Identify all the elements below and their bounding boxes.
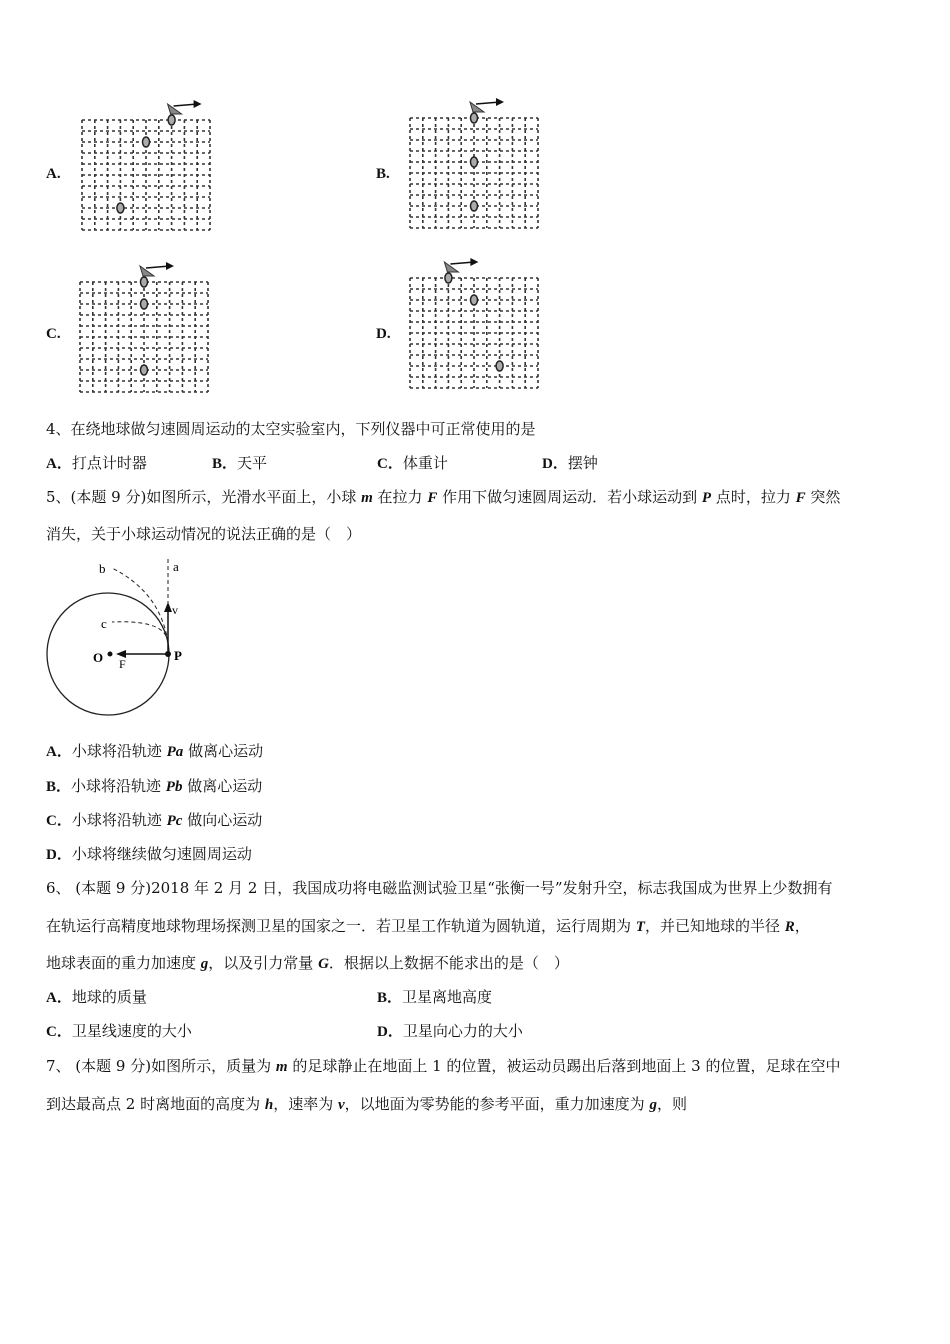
q4-stem: 4、在绕地球做匀速圆周运动的太空实验室内，下列仪器中可正常使用的是 [46,420,536,438]
q3-grid-figure-b [408,98,548,238]
svg-text:c: c [101,616,107,631]
ball [496,361,503,371]
ball [141,299,148,309]
q6-stem-line2: 在轨运行高精度地球物理场探测卫星的国家之一．若卫星工作轨道为圆轨道，运行周期为 T，并已知地球的半径 R， [46,917,810,935]
ball [141,277,148,287]
q7-stem-line1: 7、 (本题 9 分)如图所示，质量为 m 的足球静止在地面上 1 的位置，被运动员踢出后落到地面上 3 的位置，足球在空中 [46,1057,841,1075]
q3-grid-figure-d [408,256,548,396]
q6-stem-line1: 6、 (本题 9 分)2018 年 2 月 2 日，我国成功将电磁监测试验卫星“张衡一号”发射升空，标志我国成为世界上少数拥有 [46,879,833,897]
q3-option-a-label: A. [46,166,61,182]
q3-option-c-label: C. [46,326,61,342]
q6-option-d: D．卫星向心力的大小 [377,1022,523,1040]
trajectory-b [112,568,168,642]
q3-option-d-label: D. [376,326,391,342]
ball [471,157,478,167]
svg-text:P: P [174,648,182,663]
q3-grid-figure-a [80,98,220,238]
ball [141,365,148,375]
q4-option-a: A．打点计时器 [46,454,147,472]
q3-grid-figure-c [78,260,218,400]
point-o [108,652,113,657]
q5-option-a: A．小球将沿轨迹 Pa 做离心运动 [46,742,264,760]
q6-option-c: C．卫星线速度的大小 [46,1022,192,1040]
svg-text:a: a [173,559,179,574]
q7-stem-line2: 到达最高点 2 时离地面的高度为 h，速率为 v，以地面为零势能的参考平面，重力加速度为 g，则 [46,1095,687,1113]
q5-option-c: C．小球将沿轨迹 Pc 做向心运动 [46,811,263,829]
q6-option-b: B．卫星离地高度 [377,988,493,1006]
q5-stem-line2: 消失，关于小球运动情况的说法正确的是（ ） [46,525,362,543]
q4-option-c: C．体重计 [377,454,448,472]
q5-circle-figure [40,552,210,722]
q5-option-b: B．小球将沿轨迹 Pb 做离心运动 [46,777,263,795]
q6-option-a: A．地球的质量 [46,988,147,1006]
svg-text:F: F [119,657,126,671]
ball [471,113,478,123]
svg-text:v: v [172,603,178,617]
svg-text:b: b [99,561,106,576]
q5-option-d: D．小球将继续做匀速圆周运动 [46,845,252,863]
trajectory-c [112,622,166,636]
ball [143,137,150,147]
q4-option-b: B．天平 [212,454,268,472]
point-p [165,651,171,657]
q4-option-d: D．摆钟 [542,454,598,472]
ball [471,295,478,305]
q3-option-b-label: B. [376,166,390,182]
ball [471,201,478,211]
q6-stem-line3: 地球表面的重力加速度 g，以及引力常量 G．根据以上数据不能求出的是（ ） [46,954,569,972]
svg-text:O: O [93,650,104,665]
ball [117,203,124,213]
q5-stem-line1: 5、(本题 9 分)如图所示，光滑水平面上，小球 m 在拉力 F 作用下做匀速圆周运动．若小球运动到 P 点时，拉力 F 突然 [46,488,841,506]
ball [168,115,175,125]
ball [445,273,452,283]
